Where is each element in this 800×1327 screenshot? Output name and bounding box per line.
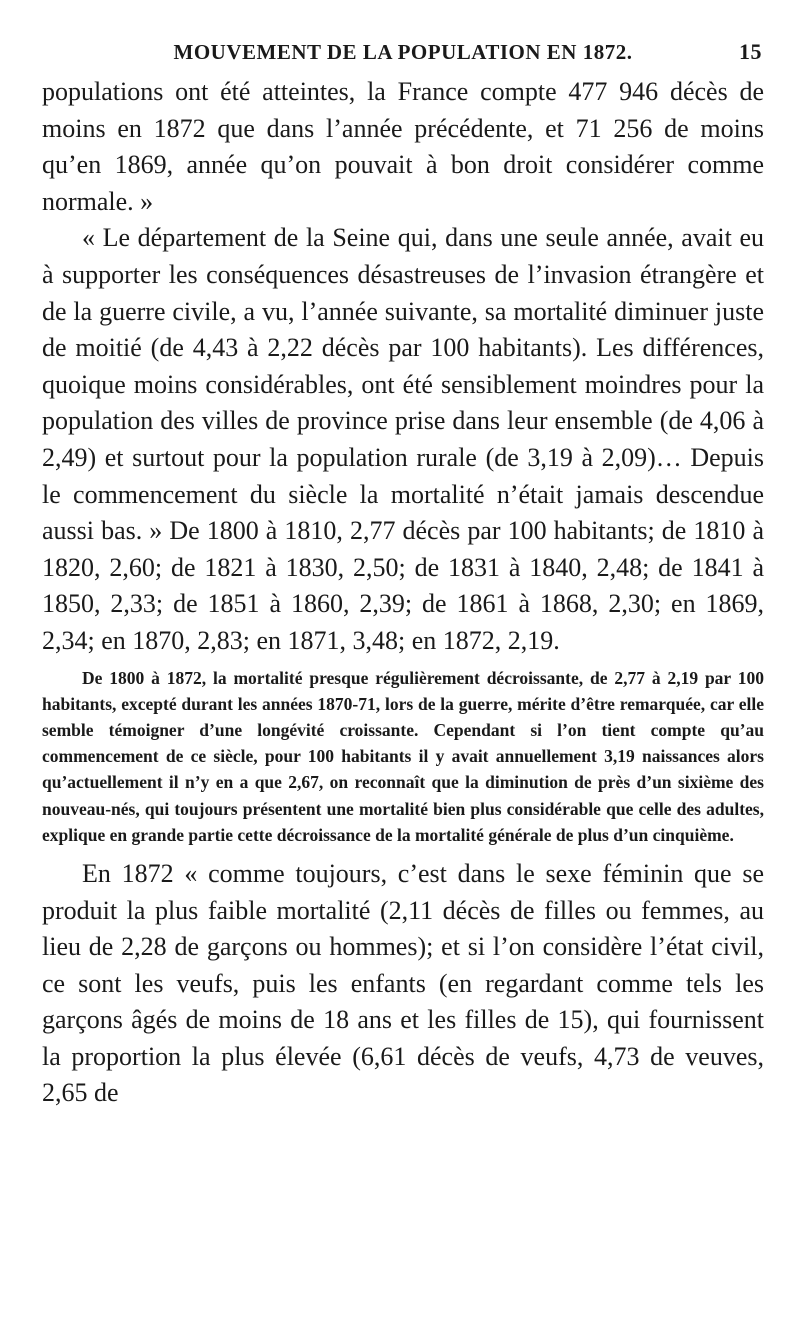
paragraph-quote-seine: « Le département de la Seine qui, dans une seule année, avait eu à supporter les conséquences désastreuses de l’invasion étrangère et de la guerre civile, a vu, l’année suivante, sa mortalité diminuer juste de moitié (de 4,43 à 2,22 décès par 100 habitants). Les différences, quoique moins considérables, ont été sensiblement moindres pour la population des villes de province prise dans leur ensemble (de 4,06 à 2,49) et surtout pour la population rurale (de 3,19 à 2,09)… Depuis le commencement du siècle la mortalité n’était jamais descendue aussi bas. » De 1800 à 1810, 2,77 décès par 100 habitants; de 1810 à 1820, 2,60; de 1821 à 1830, 2,50; de 1831 à 1840, 2,48; de 1841 à 1850, 2,33; de 1851 à 1860, 2,39; de 1861 à 1868, 2,30; en 1869, 2,34; en 1870, 2,83; en 1871, 3,48; en 1872, 2,19.	[42, 223, 764, 655]
running-header	[42, 34, 764, 70]
page-number: 15	[739, 39, 762, 64]
running-title: MOUVEMENT DE LA POPULATION EN 1872.	[173, 40, 633, 64]
paragraph-note-mortality: De 1800 à 1872, la mortalité presque régulièrement décroissante, de 2,77 à 2,19 par 100 habitants, excepté durant les années 1870-71, lors de la guerre, mérite d’être remarquée, car elle semble témoigner d’une longévité croissante. Cependant si l’on tient compte qu’au commencement de ce siècle, pour 100 habitants il y avait annuellement 3,19 naissances alors qu’actuellement il n’y en a que 2,67, on reconnaît que la diminution de près d’un sixième des nouveau-nés, qui toujours présentent une mortalité bien plus considérable que celle des adultes, explique en grande partie cette décroissance de la mortalité générale de plus d’un cinquième.	[42, 667, 764, 845]
paragraph-sex-mortality: En 1872 « comme toujours, c’est dans le sexe féminin que se produit la plus faible mortalité (2,11 décès de filles ou femmes, au lieu de 2,28 de garçons ou hommes); et si l’on considère l’état civil, ce sont les veufs, puis les enfants (en regardant comme tels les garçons âgés de moins de 18 ans et les filles de 15), qui fournissent la proportion la plus élevée (6,61 décès de veufs, 4,73 de veuves, 2,65 de	[42, 858, 764, 1108]
paragraph-continuation: populations ont été atteintes, la France compte 477 946 décès de moins en 1872 que dans l’année précédente, et 71 256 de moins qu’en 1869, année qu’on pouvait à bon droit considérer comme normale. »	[42, 77, 764, 216]
